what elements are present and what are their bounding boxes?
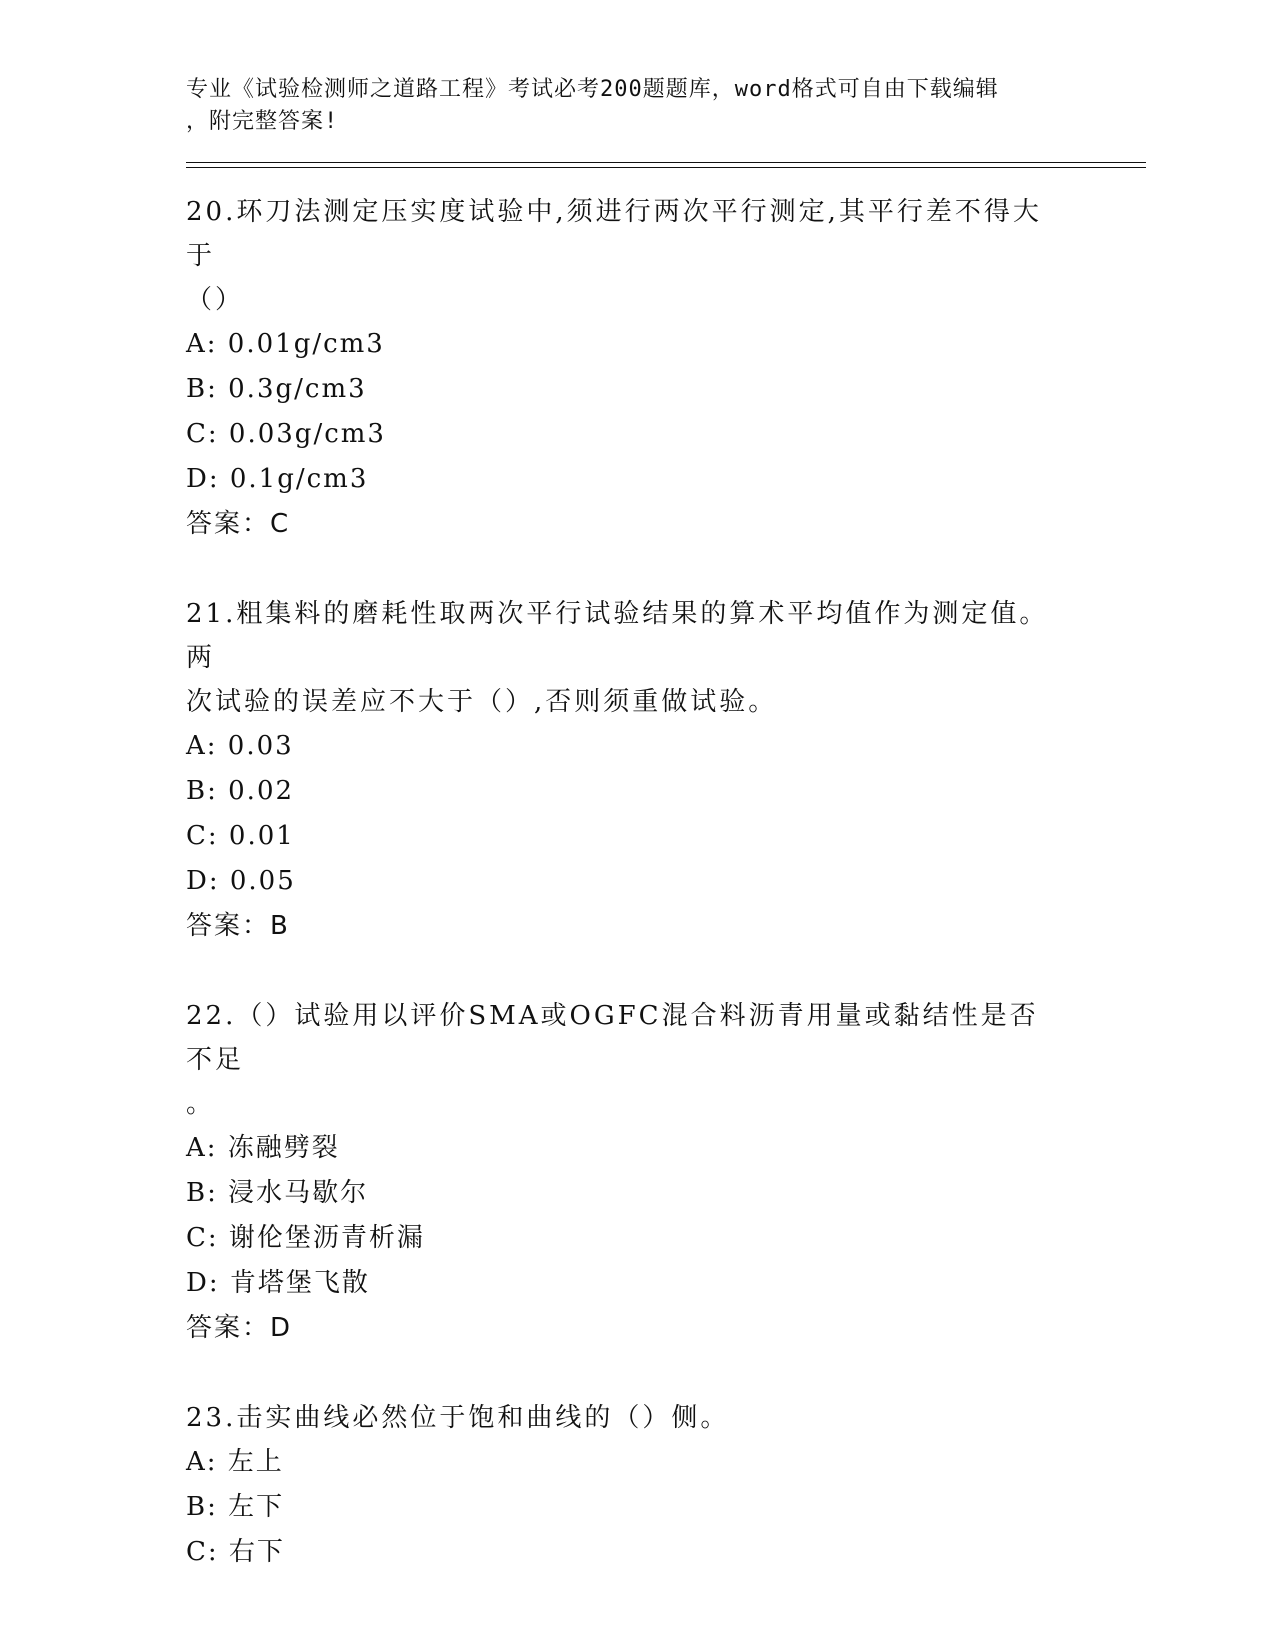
option-a: A: 0.03 <box>186 731 294 761</box>
question-text: （） <box>186 285 245 315</box>
document-page <box>186 74 1146 1575</box>
question-text: 次试验的误差应不大于（）,否则须重做试验。 <box>186 687 778 717</box>
question-21 <box>186 592 1146 949</box>
option-d: D: 0.1g/cm3 <box>186 464 369 494</box>
question-text: 。 <box>186 1089 216 1119</box>
option-b: B: 0.3g/cm3 <box>186 374 367 404</box>
header-line: 专业《试验检测师之道路工程》考试必考200题题库，word格式可自由下载编辑 <box>186 77 999 102</box>
option-b: B: 左下 <box>186 1492 285 1522</box>
question-text: 20.环刀法测定压实度试验中,须进行两次平行测定,其平行差不得大于 <box>186 197 1042 271</box>
option-d: D: 0.05 <box>186 866 296 896</box>
option-b: B: 浸水马歇尔 <box>186 1178 369 1208</box>
option-a: A: 冻融劈裂 <box>186 1133 340 1163</box>
option-b: B: 0.02 <box>186 776 295 806</box>
option-c: C: 右下 <box>186 1537 285 1567</box>
answer: 答案：D <box>186 1313 293 1343</box>
option-a: A: 0.01g/cm3 <box>186 329 385 359</box>
option-c: C: 0.01 <box>186 821 295 851</box>
option-c: C: 谢伦堡沥青析漏 <box>186 1223 425 1253</box>
header-divider <box>186 162 1146 176</box>
option-c: C: 0.03g/cm3 <box>186 419 386 449</box>
question-text: 23.击实曲线必然位于饱和曲线的（）侧。 <box>186 1403 730 1433</box>
question-22 <box>186 994 1146 1351</box>
header-line: ，附完整答案! <box>186 109 339 134</box>
question-20 <box>186 190 1146 547</box>
option-a: A: 左上 <box>186 1447 284 1477</box>
option-d: D: 肯塔堡飞散 <box>186 1268 370 1298</box>
question-text: 22.（）试验用以评价SMA或OGFC混合料沥青用量或黏结性是否不足 <box>186 1001 1039 1075</box>
question-23 <box>186 1396 1146 1575</box>
answer: 答案：C <box>186 509 291 539</box>
answer: 答案：B <box>186 911 290 941</box>
question-text: 21.粗集料的磨耗性取两次平行试验结果的算术平均值作为测定值。两 <box>186 599 1049 673</box>
document-header <box>186 74 1066 138</box>
